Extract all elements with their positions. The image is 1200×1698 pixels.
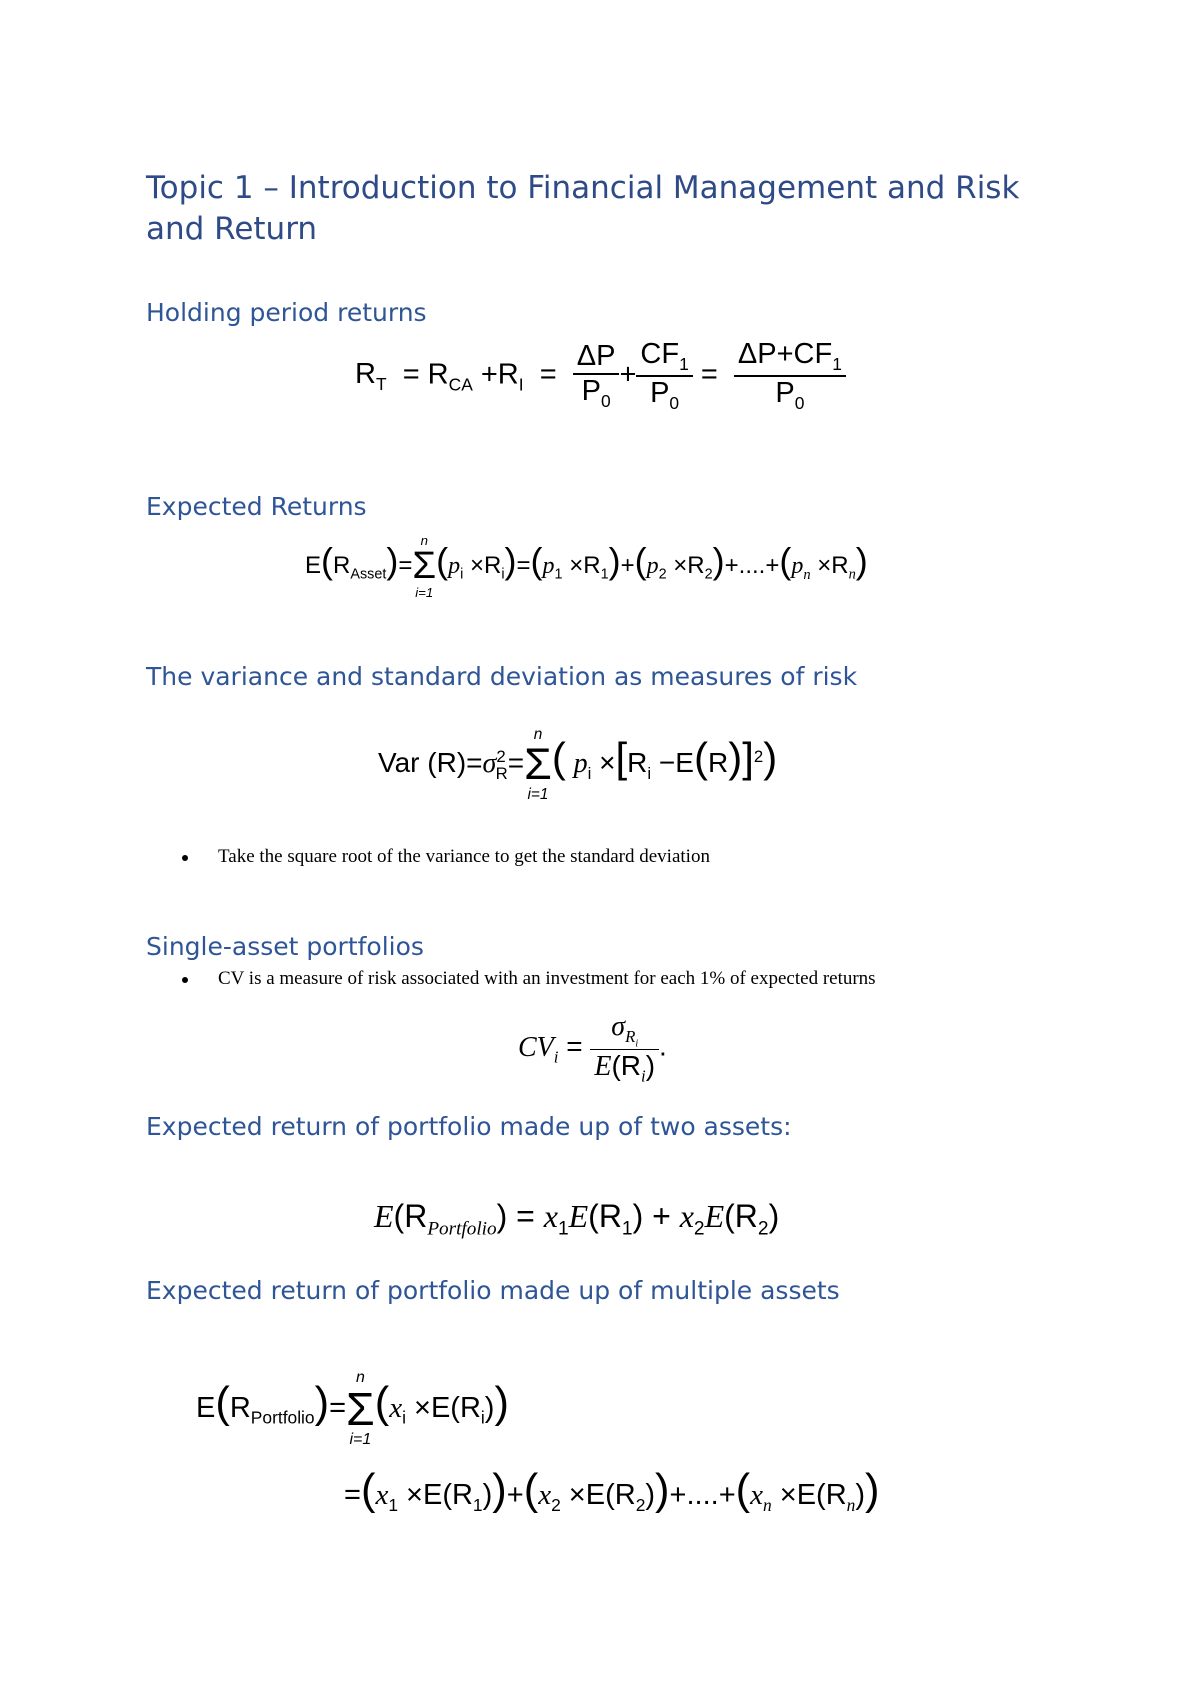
page-title: Topic 1 – Introduction to Financial Management and Risk and Return bbox=[146, 170, 1020, 247]
bullet-dot bbox=[182, 855, 188, 861]
heading-two-assets: Expected return of portfolio made up of two assets: bbox=[146, 1112, 792, 1141]
bullet-text: Take the square root of the variance to get the standard deviation bbox=[218, 846, 710, 867]
heading-single-asset-portfolios: Single-asset portfolios bbox=[146, 932, 424, 961]
formula-expected-return: $E(R_{Asset})=$ n Σ i=1 $(p_i \times R_i)=(p_1 \times R_1)+(p_2 \times R_2)+....+(p_n \times R_n)$ bbox=[305, 533, 868, 600]
formula-two-asset-portfolio: $E(R_{Portfolio}) = x_1E(R_1) + x_2E(R_2)$ bbox=[374, 1198, 780, 1240]
formula-variance: Var $(R)=\sigma^2_R=$ n Σ i=1 ( $p_i \times[R_i -E(R)]^2$) bbox=[378, 726, 778, 804]
formula-multi-asset-portfolio-line1: $E(R_{Portfolio})=$ n Σ i=1 $(x_i \times E(R_i))$ bbox=[196, 1369, 509, 1449]
heading-multiple-assets: Expected return of portfolio made up of multiple assets bbox=[146, 1276, 840, 1305]
formula-multi-asset-portfolio-line2: $=(x_1 \times E(R_1))+(x_2 \times E(R_2))+....+(x_n \times E(R_n))$ bbox=[344, 1466, 880, 1515]
heading-expected-returns: Expected Returns bbox=[146, 492, 367, 521]
bullet-dot bbox=[182, 977, 188, 983]
heading-variance: The variance and standard deviation as measures of risk bbox=[146, 662, 858, 691]
formula-holding-period-return: $R_T = R_{CA} +R_I$ = $\frac{\Delta P}{P_0}$ + $\frac{CF_1}{P_0}$ = $\frac{\Delta P+CF_1}{P_0}$ bbox=[355, 338, 846, 414]
formula-coefficient-of-variation: $CV_i$ = $\frac{\sigma_{R_i}}{E(R_i)}$ . bbox=[518, 1011, 667, 1086]
bullet-text: CV is a measure of risk associated with an investment for each 1% of expected returns bbox=[218, 968, 876, 989]
heading-holding-period-returns: Holding period returns bbox=[146, 298, 427, 327]
